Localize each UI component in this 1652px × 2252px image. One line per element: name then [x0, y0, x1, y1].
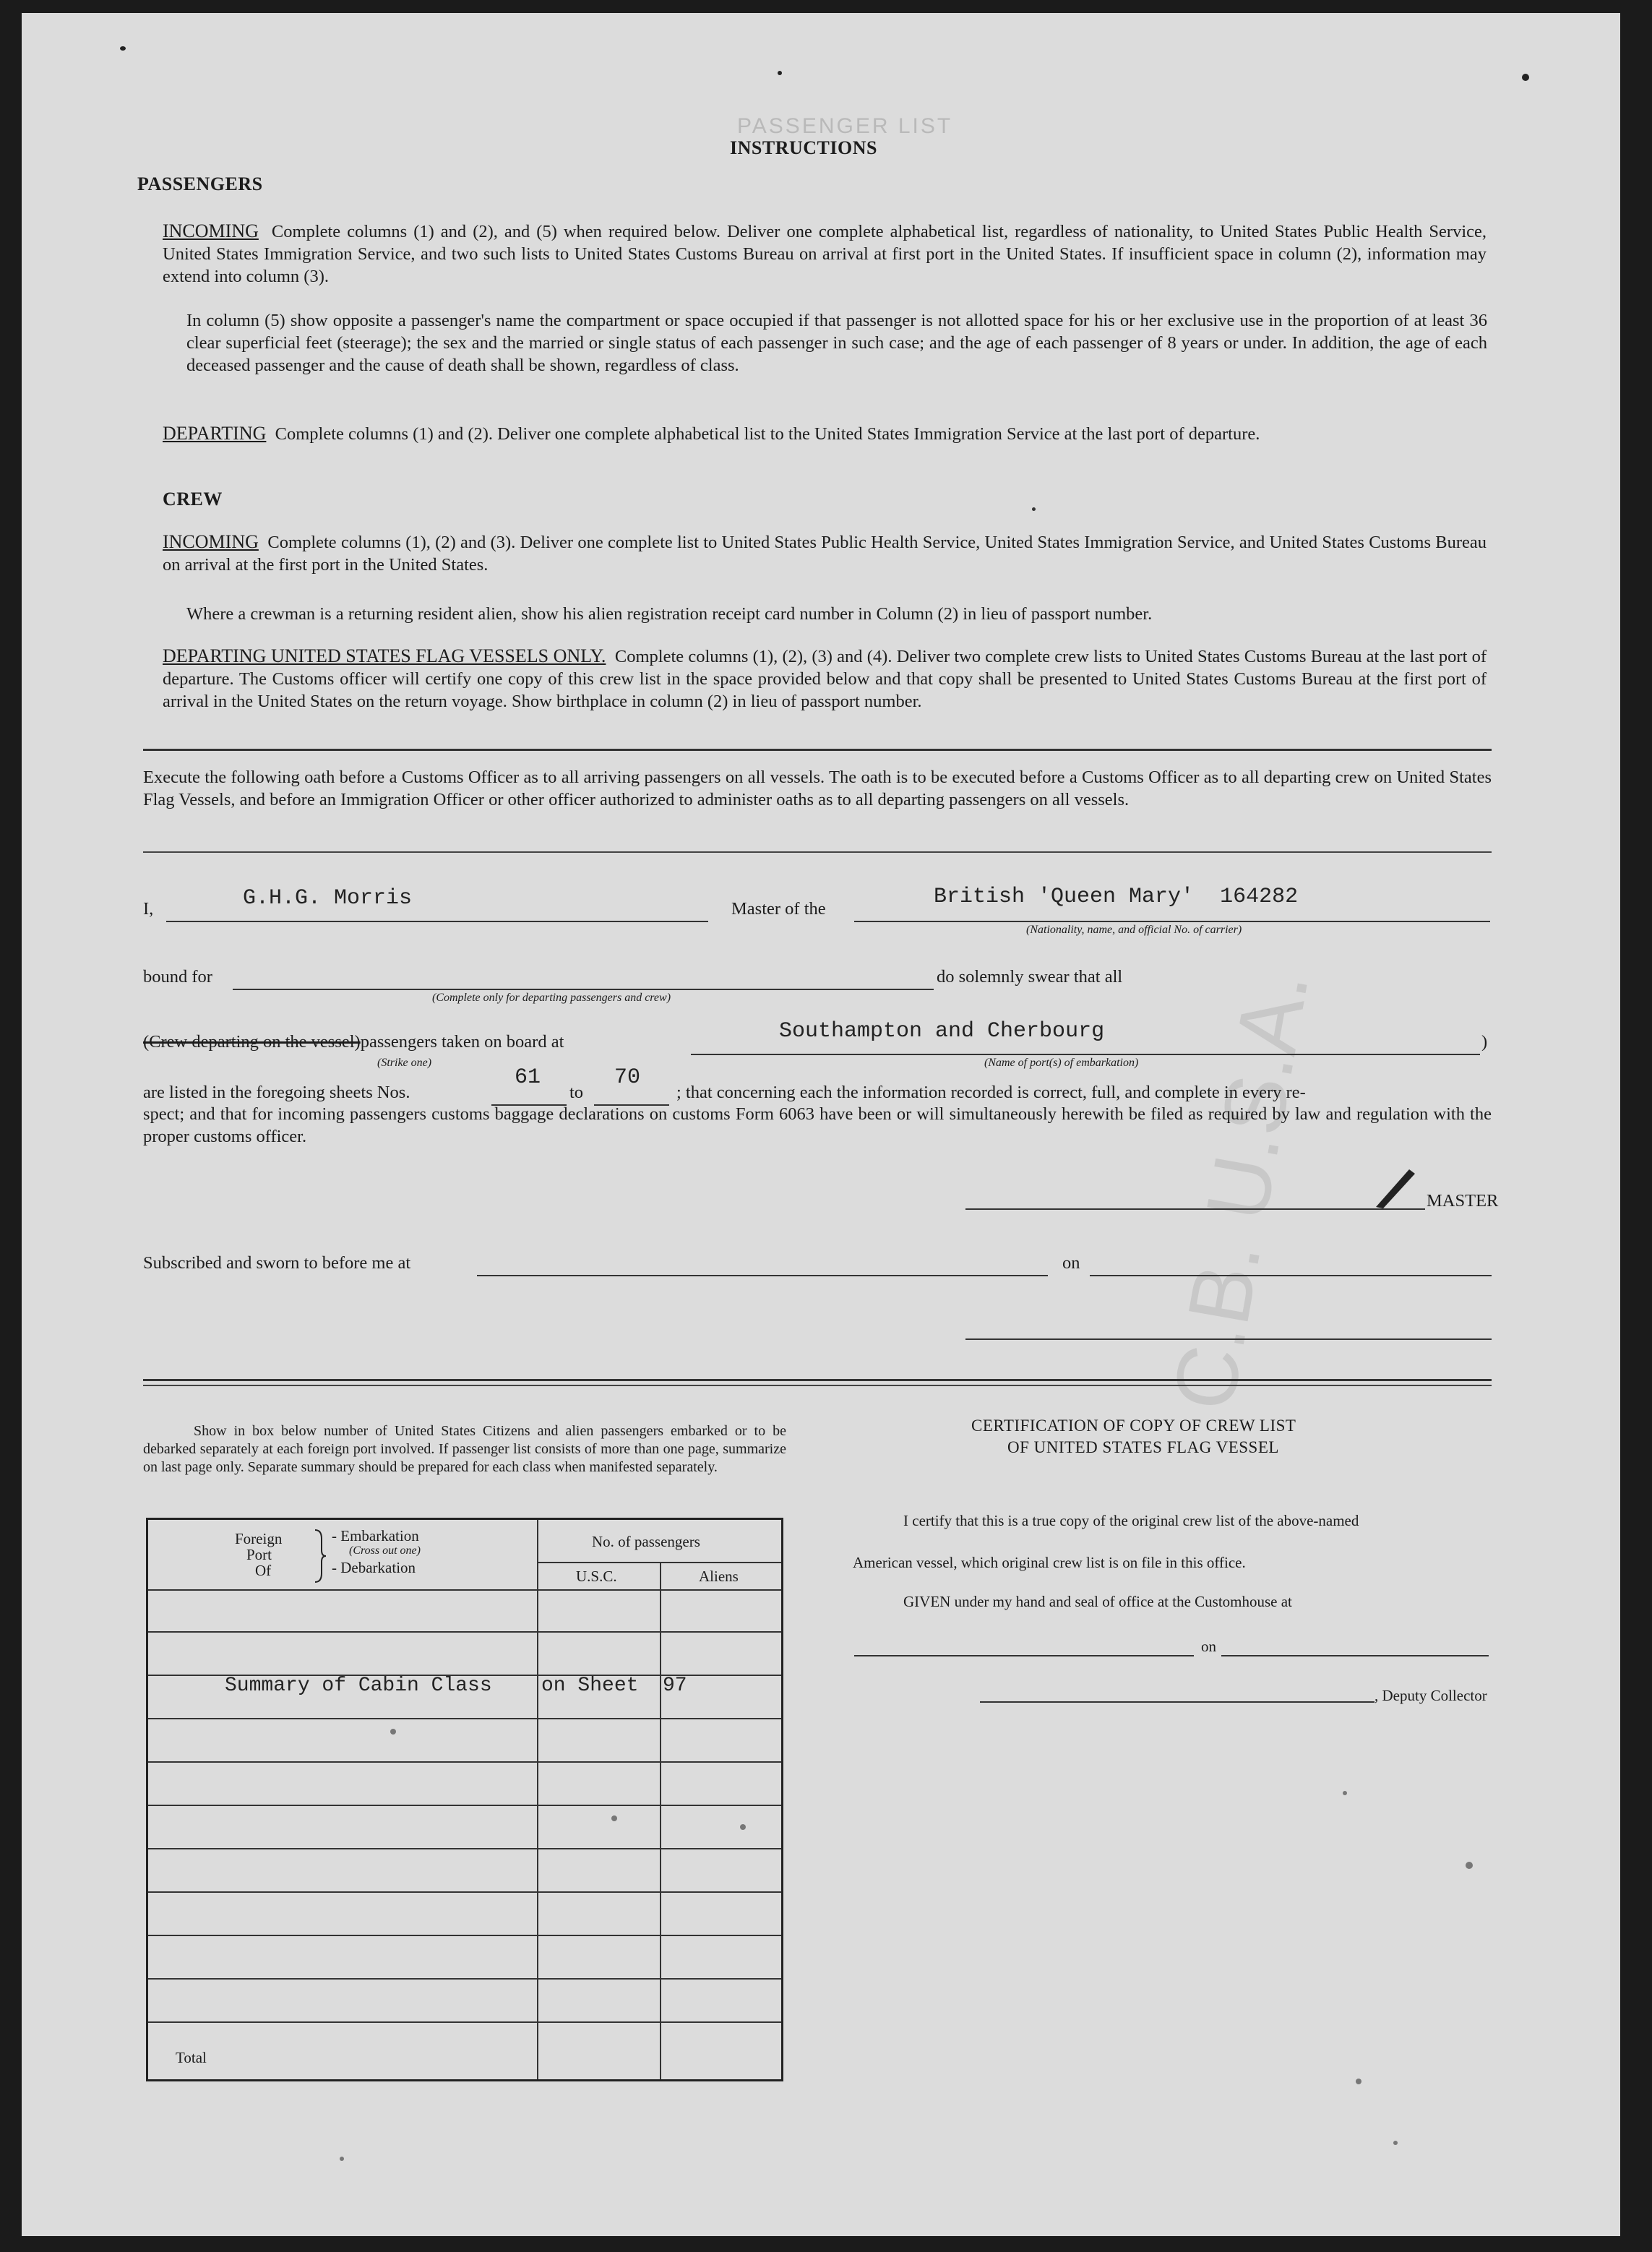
scan-speck	[1393, 2141, 1398, 2145]
scan-speck	[1343, 1791, 1347, 1795]
carrier-official-number: 164282	[1220, 885, 1299, 909]
officer-signature-line	[965, 1338, 1492, 1340]
ports-field[interactable]: Southampton and Cherbourg	[779, 1019, 1105, 1044]
certification-title-line2: OF UNITED STATES FLAG VESSEL	[1007, 1438, 1279, 1456]
strike-line	[143, 1032, 564, 1052]
bound-caption: (Complete only for departing passengers and crew)	[432, 992, 671, 1004]
ports-close-paren: )	[1481, 1032, 1488, 1052]
scan-speck	[1522, 74, 1529, 81]
scan-speck	[1466, 1862, 1473, 1869]
table-row-rule	[148, 1978, 781, 1980]
col-of-label: Of	[255, 1562, 272, 1579]
oath-divider	[143, 851, 1492, 853]
table-row-rule	[148, 1848, 781, 1849]
carrier-field[interactable]	[934, 885, 1298, 909]
summary-row-port: Summary of Cabin Class	[225, 1675, 492, 1697]
deputy-signature-line	[980, 1701, 1374, 1703]
scan-speck	[740, 1824, 746, 1830]
summary-row-aliens: 97	[663, 1675, 687, 1697]
carrier-caption: (Nationality, name, and official No. of carrier)	[1026, 924, 1242, 936]
crew-heading: CREW	[163, 489, 223, 510]
oath-i-label: I,	[143, 899, 154, 919]
aliens-label: Aliens	[699, 1568, 739, 1585]
signature-mark	[1373, 1164, 1416, 1213]
certification-on-label: on	[1201, 1638, 1216, 1655]
master-of-label: Master of the	[731, 899, 826, 919]
master-label: MASTER	[1427, 1191, 1499, 1211]
ports-caption: (Name of port(s) of embarkation)	[984, 1057, 1139, 1069]
table-header-split	[537, 1562, 781, 1563]
bleed-through-stamp: C.B. U.S.A.	[1154, 963, 1327, 1417]
certification-title-line1: CERTIFICATION OF COPY OF CREW LIST	[971, 1417, 1296, 1435]
page-title: INSTRUCTIONS	[730, 137, 877, 158]
lower-divider	[143, 1379, 1492, 1381]
table-row-rule	[148, 1891, 781, 1893]
sheets-rest-text: ; that concerning each the information recorded is correct, full, and complete in every re-	[676, 1083, 1306, 1102]
crew-departing-text: Complete columns (1), (2), (3) and (4). Deliver two complete crew lists to United States Customs Bureau at the last port of departure. The Customs officer will certify one copy of this crew list in the space provided below and that copy shall be presented to United States Customs Bureau at the first port of arrival in the United States on the return voyage. Show birthplace in column (2) in lieu of passport number.	[163, 647, 1487, 711]
lower-divider-inner	[143, 1385, 1492, 1386]
brace-icon	[313, 1529, 327, 1587]
scan-speck	[611, 1815, 617, 1821]
total-label: Total	[176, 2049, 207, 2066]
usc-label: U.S.C.	[576, 1568, 617, 1585]
cross-out-label: (Cross out one)	[349, 1544, 421, 1557]
summary-row-usc: on Sheet	[541, 1675, 639, 1697]
passengers-departing-paragraph	[163, 422, 1487, 445]
table-row-rule	[148, 2021, 781, 2023]
summary-instructions: Show in box below number of United States Citizens and alien passengers embarked or to be debarked separately at each foreign port involved. If passenger list consists of more than one page, summarize on last page only. Separate summary should be prepared for each class when manifested separately.	[143, 1423, 786, 1475]
crew-incoming-label: INCOMING	[163, 531, 259, 552]
scan-speck	[340, 2157, 344, 2161]
passengers-incoming-text: Complete columns (1) and (2), and (5) when required below. Deliver one complete alphabetical list, regardless of nationality, to United States Public Health Service, United States Immigration Service, and two such lists to United States Customs Bureau on arrival at first port in the United States. If insufficient space in column (2), information may extend into column (3).	[163, 222, 1487, 286]
scan-speck	[390, 1729, 396, 1735]
passengers-departing-text: Complete columns (1) and (2). Deliver one complete alphabetical list to the United States Immigration Service at the last port of departure.	[275, 424, 1260, 444]
struck-crew-option: (Crew departing on the vessel)	[143, 1032, 361, 1052]
passengers-heading: PASSENGERS	[137, 173, 263, 194]
given-text: GIVEN under my hand and seal of office at the Customhouse at	[903, 1593, 1292, 1610]
oath-body-rest: spect; and that for incoming passengers customs baggage declarations on customs Form 6063 have been or will simultaneously herewith be filed as required by law and regulation with the proper customs officer.	[143, 1104, 1492, 1146]
master-name-field[interactable]: G.H.G. Morris	[243, 886, 413, 911]
table-row-rule	[148, 1718, 781, 1719]
summary-table	[146, 1518, 783, 2081]
scan-speck	[120, 46, 126, 51]
sworn-place-line	[477, 1275, 1048, 1276]
ports-line	[691, 1054, 1480, 1055]
carrier-line	[854, 921, 1490, 922]
passengers-column5-paragraph: In column (5) show opposite a passenger's name the compartment or space occupied if that passenger is not allotted space for his or her exclusive use in the proportion of at least 36 clear superficial feet (steerage); the sex and the married or single status of each passenger in such case; and the age of each passenger of 8 years or under. In addition, the age of each deceased passenger and the cause of death shall be shown, regardless of class.	[186, 311, 1487, 375]
customhouse-line	[854, 1655, 1194, 1656]
crew-incoming-paragraph	[163, 530, 1487, 576]
table-row-rule	[148, 1935, 781, 1936]
table-row-rule	[148, 1761, 781, 1763]
bound-for-line	[233, 989, 934, 990]
crew-returning-paragraph: Where a crewman is a returning resident alien, show his alien registration receipt card number in Column (2) in lieu of passport number.	[186, 604, 1153, 624]
embarkation-label: - Embarkation	[332, 1527, 419, 1544]
crew-incoming-text: Complete columns (1), (2) and (3). Deliver one complete list to United States Public Health Service, United States Immigration Service, and United States Customs Bureau on arrival at the first port in the United States.	[163, 533, 1487, 575]
master-name-line	[166, 921, 708, 922]
bound-for-label: bound for	[143, 967, 212, 987]
master-signature-line	[965, 1208, 1425, 1210]
table-row-rule	[148, 1631, 781, 1633]
table-col-divider-1	[537, 1520, 538, 2079]
sheet-from-field[interactable]: 61	[515, 1065, 541, 1090]
swear-text: do solemnly swear that all	[937, 967, 1123, 987]
scan-speck	[778, 71, 782, 75]
crew-departing-label: DEPARTING UNITED STATES FLAG VESSELS ONLY.	[163, 645, 606, 666]
sworn-date-line	[1090, 1275, 1492, 1276]
crew-departing-paragraph	[163, 645, 1487, 713]
sworn-on-label: on	[1062, 1253, 1080, 1273]
sheets-label: are listed in the foregoing sheets Nos.	[143, 1083, 410, 1102]
table-col-divider-2	[660, 1562, 661, 2079]
sheets-to-label: to	[569, 1083, 584, 1102]
scan-speck	[1356, 2079, 1361, 2084]
sheet-to-field[interactable]: 70	[614, 1065, 641, 1090]
debarkation-label: - Debarkation	[332, 1559, 416, 1576]
table-row-rule	[148, 1805, 781, 1806]
col-port-label: Port	[246, 1546, 272, 1563]
certify-text: I certify that this is a true copy of the original crew list of the above-named	[903, 1512, 1359, 1529]
passengers-incoming-label: INCOMING	[163, 220, 259, 241]
passengers-incoming-paragraph	[163, 220, 1487, 288]
certification-date-line	[1221, 1655, 1489, 1656]
sworn-label: Subscribed and sworn to before me at	[143, 1253, 411, 1273]
strike-caption: (Strike one)	[377, 1057, 432, 1069]
bleed-through-text: PASSENGER LIST	[737, 114, 953, 138]
passengers-taken-text: passengers taken on board at	[360, 1032, 564, 1052]
col-foreign-label: Foreign	[235, 1530, 283, 1547]
section-divider	[143, 749, 1492, 751]
american-vessel-text: American vessel, which original crew list is on file in this office.	[853, 1554, 1246, 1571]
table-header-rule	[148, 1589, 781, 1591]
passengers-departing-label: DEPARTING	[163, 423, 267, 444]
oath-intro-paragraph: Execute the following oath before a Customs Officer as to all arriving passengers on all vessels. The oath is to be executed before a Customs Officer as to all departing crew on United States Flag Vessels, and before an Immigration Officer or other officer authorized to administer oaths as to all departing passengers on all vessels.	[143, 768, 1492, 809]
document-sheet	[22, 13, 1620, 2236]
scan-speck	[1032, 507, 1036, 511]
deputy-collector-label: , Deputy Collector	[1374, 1687, 1487, 1704]
no-passengers-label: No. of passengers	[592, 1533, 700, 1550]
carrier-name: British 'Queen Mary'	[934, 885, 1195, 909]
